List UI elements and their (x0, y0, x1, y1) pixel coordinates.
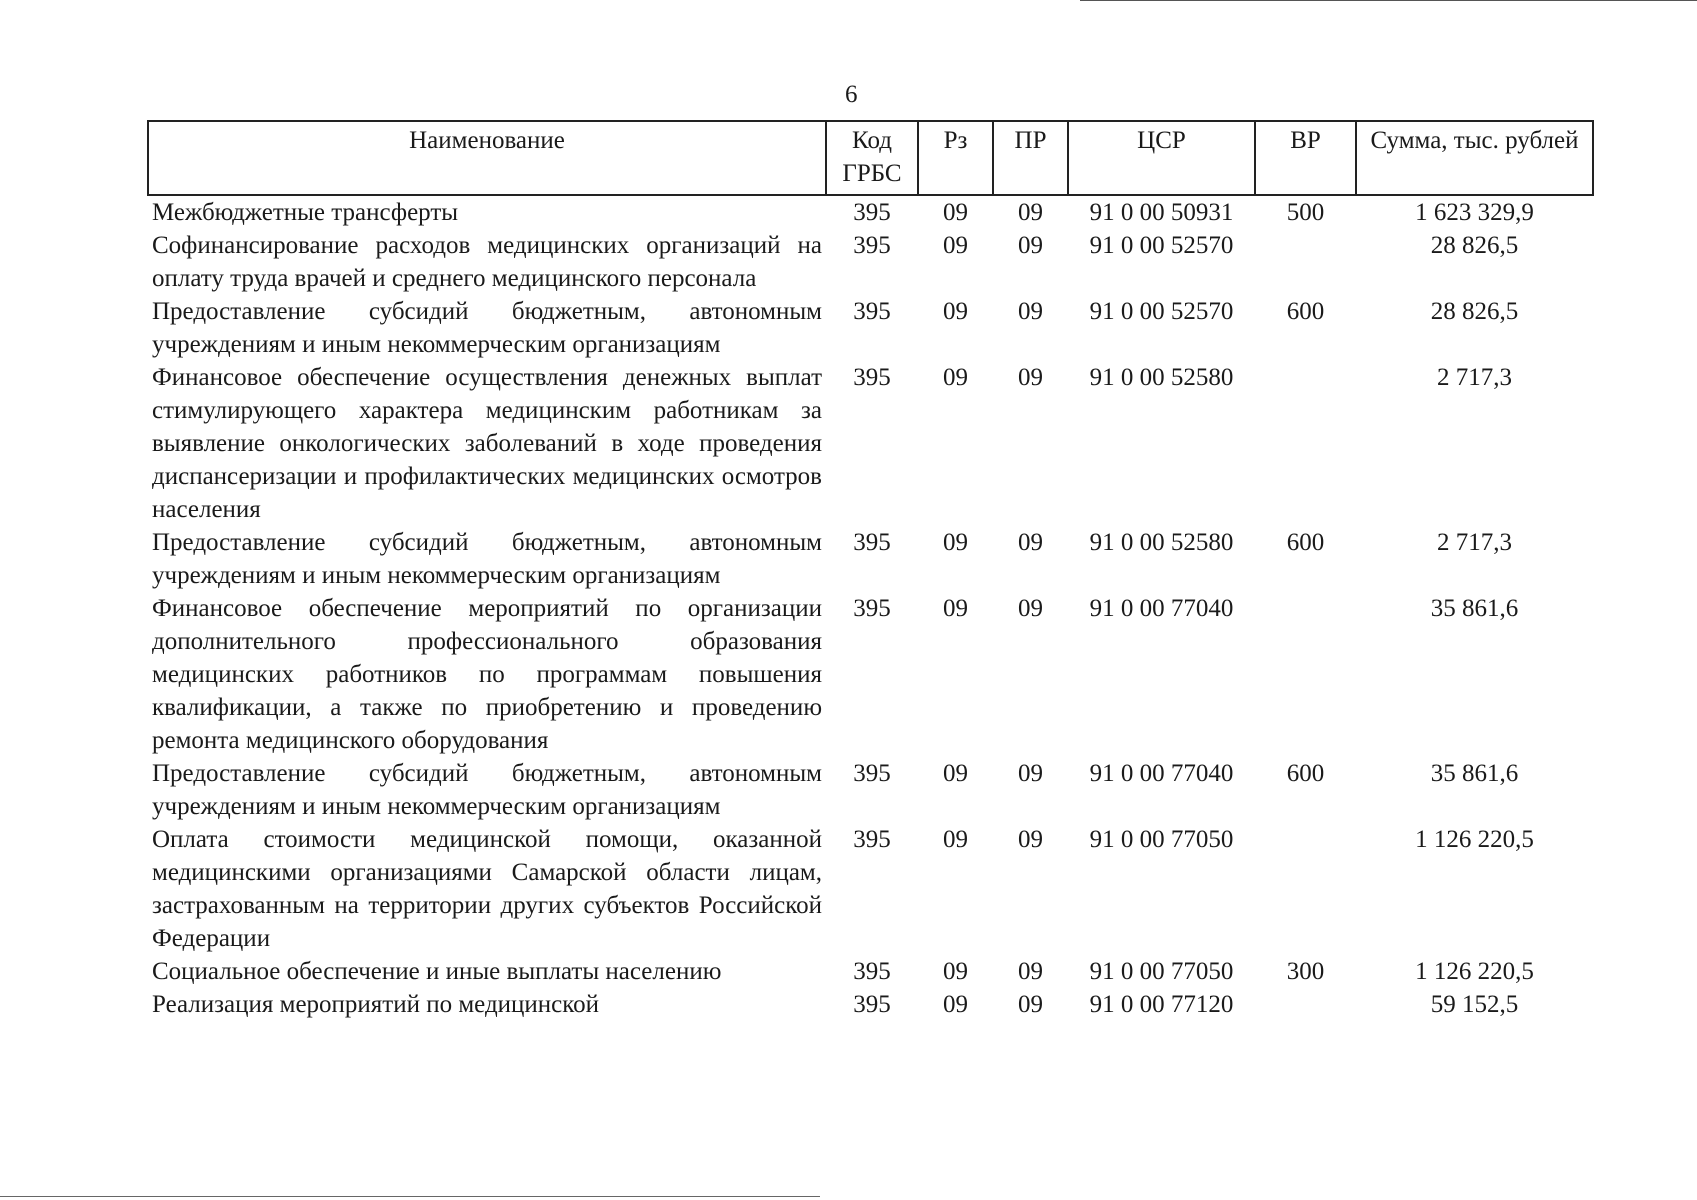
header-name: Наименование (148, 121, 826, 195)
header-grbs: Код ГРБС (826, 121, 918, 195)
row-rz: 09 (943, 529, 968, 556)
row-grbs: 395 (853, 760, 891, 787)
row-rz: 09 (943, 826, 968, 853)
row-sum: 1 126 220,5 (1415, 958, 1534, 985)
row-pr: 09 (1018, 958, 1043, 985)
header-row (148, 121, 1593, 195)
row-pr: 09 (1018, 826, 1043, 853)
row-sum: 2 717,3 (1437, 364, 1512, 391)
row-name: Социальное обеспечение и иные выплаты населению (152, 958, 722, 985)
budget-table (147, 120, 1594, 1021)
row-grbs: 395 (853, 991, 891, 1018)
row-pr: 09 (1018, 298, 1043, 325)
row-rz: 09 (943, 991, 968, 1018)
bottom-rule (0, 1196, 820, 1197)
row-vr: 600 (1286, 529, 1325, 556)
row-rz: 09 (943, 199, 968, 226)
table-row (148, 757, 1593, 823)
row-pr: 09 (1018, 364, 1043, 391)
header-csr: ЦСР (1068, 121, 1255, 195)
row-grbs: 395 (853, 298, 891, 325)
table-body (148, 195, 1593, 1021)
row-pr: 09 (1018, 199, 1043, 226)
row-name: Оплата стоимости медицинской помощи, оказанной медицинскими организациями Самарской области лицам, застрахованным на территории других субъектов Российской Федерации (152, 826, 822, 952)
row-pr: 09 (1018, 595, 1043, 622)
page-number: 6 (845, 81, 858, 108)
row-grbs: 395 (853, 529, 891, 556)
row-vr (1255, 988, 1356, 1021)
row-pr: 09 (1018, 232, 1043, 259)
row-vr: 500 (1286, 199, 1325, 226)
row-vr (1255, 592, 1356, 757)
header-pr: ПР (993, 121, 1068, 195)
row-grbs: 395 (853, 595, 891, 622)
row-pr: 09 (1018, 991, 1043, 1018)
row-vr: 600 (1286, 760, 1325, 787)
row-sum: 1 126 220,5 (1415, 826, 1534, 853)
row-rz: 09 (943, 298, 968, 325)
row-name: Предоставление субсидий бюджетным, автономным учреждениям и иным некоммерческим организациям (152, 760, 822, 820)
row-name: Предоставление субсидий бюджетным, автономным учреждениям и иным некоммерческим организациям (152, 298, 822, 358)
table-row (148, 229, 1593, 295)
row-csr: 91 0 00 52570 (1089, 298, 1234, 325)
table-row (148, 195, 1593, 229)
table-row (148, 526, 1593, 592)
row-rz: 09 (943, 760, 968, 787)
row-pr: 09 (1018, 760, 1043, 787)
row-csr: 91 0 00 77120 (1089, 991, 1234, 1018)
row-grbs: 395 (853, 199, 891, 226)
table-row (148, 988, 1593, 1021)
row-csr: 91 0 00 50931 (1089, 199, 1234, 226)
row-name: Финансовое обеспечение мероприятий по организации дополнительного профессионального образования медицинских работников по программам повышения квалификации, а также по приобретению и проведению ремонта медицинского оборудования (152, 595, 822, 754)
row-sum: 1 623 329,9 (1415, 199, 1534, 226)
row-rz: 09 (943, 958, 968, 985)
row-name: Предоставление субсидий бюджетным, автономным учреждениям и иным некоммерческим организациям (152, 529, 822, 589)
row-grbs: 395 (853, 232, 891, 259)
row-sum: 28 826,5 (1430, 232, 1519, 259)
row-rz: 09 (943, 232, 968, 259)
table-row (148, 361, 1593, 526)
row-vr: 300 (1286, 958, 1325, 985)
row-rz: 09 (943, 595, 968, 622)
header-sum: Сумма, тыс. рублей (1356, 121, 1593, 195)
row-sum: 35 861,6 (1430, 760, 1519, 787)
row-sum: 59 152,5 (1430, 991, 1519, 1018)
row-csr: 91 0 00 77050 (1089, 958, 1234, 985)
row-vr: 600 (1286, 298, 1325, 325)
row-sum: 2 717,3 (1437, 529, 1512, 556)
row-name: Реализация мероприятий по медицинской (152, 991, 600, 1018)
row-name: Межбюджетные трансферты (152, 199, 459, 226)
header-vr: ВР (1255, 121, 1356, 195)
row-csr: 91 0 00 77040 (1089, 760, 1234, 787)
header-rz: Рз (918, 121, 993, 195)
table-row (148, 955, 1593, 988)
row-csr: 91 0 00 77050 (1089, 826, 1234, 853)
row-grbs: 395 (853, 958, 891, 985)
row-grbs: 395 (853, 364, 891, 391)
table-row (148, 823, 1593, 955)
row-pr: 09 (1018, 529, 1043, 556)
row-vr (1255, 229, 1356, 295)
row-csr: 91 0 00 77040 (1089, 595, 1234, 622)
row-grbs: 395 (853, 826, 891, 853)
row-name: Софинансирование расходов медицинских организаций на оплату труда врачей и среднего медицинского персонала (152, 232, 822, 292)
row-vr (1255, 823, 1356, 955)
row-rz: 09 (943, 364, 968, 391)
table-row (148, 295, 1593, 361)
row-csr: 91 0 00 52580 (1089, 529, 1234, 556)
table-row (148, 592, 1593, 757)
top-rule (1080, 0, 1697, 1)
row-sum: 28 826,5 (1430, 298, 1519, 325)
row-csr: 91 0 00 52580 (1089, 364, 1234, 391)
row-vr (1255, 361, 1356, 526)
row-csr: 91 0 00 52570 (1089, 232, 1234, 259)
row-sum: 35 861,6 (1430, 595, 1519, 622)
row-name: Финансовое обеспечение осуществления денежных выплат стимулирующего характера медицинским работникам за выявление онкологических заболеваний в ходе проведения диспансеризации и профилактических медицинских осмотров населения (152, 364, 822, 523)
table-header (148, 121, 1593, 195)
